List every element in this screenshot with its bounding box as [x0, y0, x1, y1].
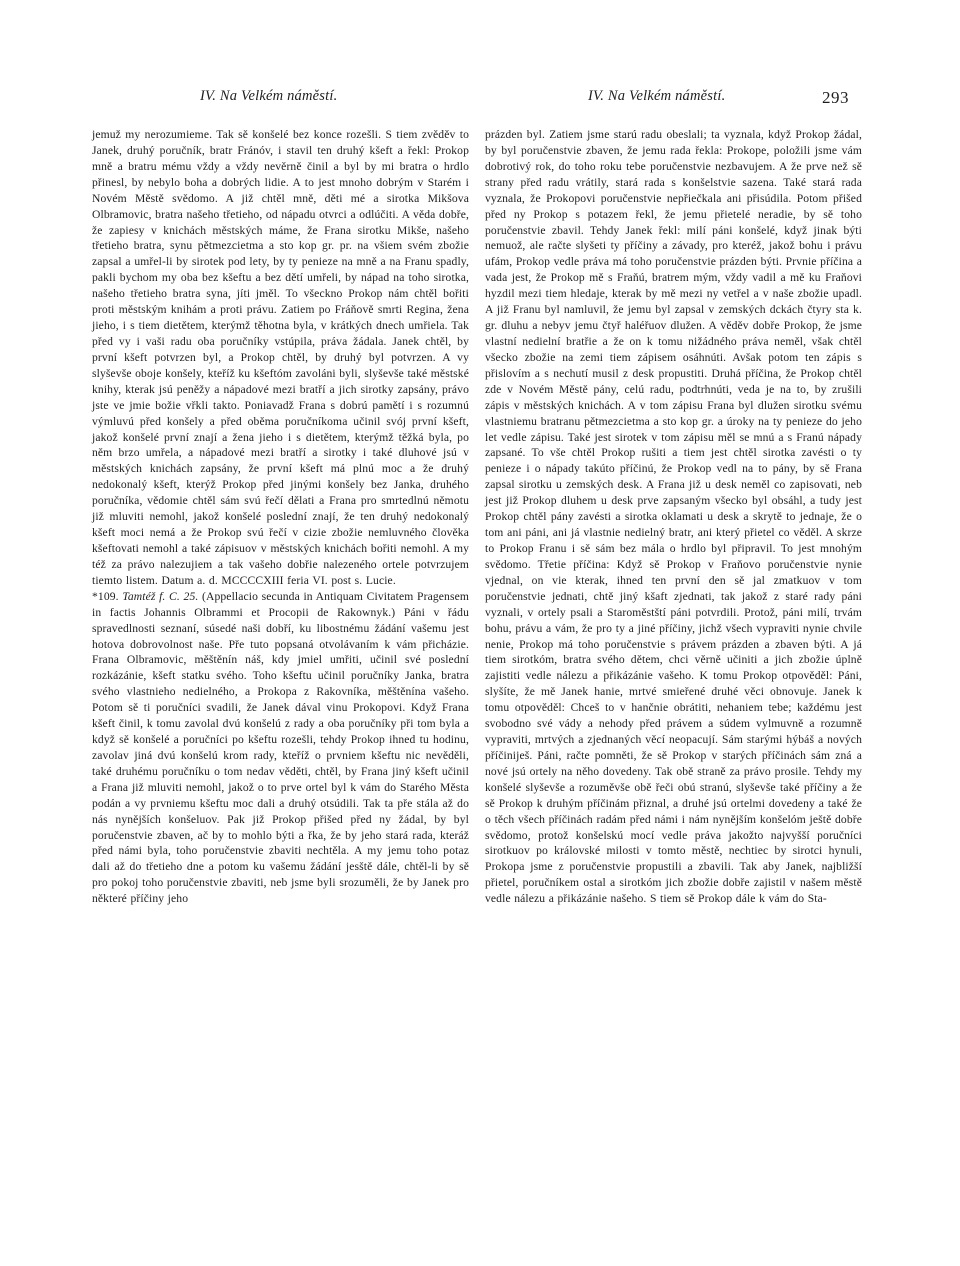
running-head-left: IV. Na Velkém náměstí.	[200, 88, 338, 104]
page-number: 293	[822, 88, 849, 107]
right-column	[485, 127, 862, 907]
entry-109-text: (Appellacio secunda in Antiquam Civitatem Pragensem in factis Johannis Olbrammi et Procopii de Rakownyk.) Páni v řádu spravedlnosti seznaní, súsedé naši dobří, ku libostnému žádání vašemu jest hotova dobrovolnost naše. Pře tuto popsaná otvolávaním k vám přicházie. Frana Olbramovic, měštěnín náš, kdy jmiel umřiti, učinil své poslední rozkázánie, kšeft statku svého. Toho kšeftu učinil poručníky Janka, bratra svého vlastnieho nedielného, a Prokopa z Rakovníka, měštěnína vašeho. Potom sě ti poručníci svadili, že Janek dával vinu Prokopovi. Když Frana kšeft činil, k tomu zavolal dvú konšelú z rady a oba poručníky při tom byla a když sě konšelé a poručníci po kšeftu rozešli, tehdy Prokop ihned tu hodinu, zavolav jiná dvú konšelú krom rady, kteříž o prvniem kšeftu nic nevěděli, také druhému poručníku o tom nedav věděti, chtěl, by Frana jiný kšeft učinil a Frana již mluviti nemohl, jakož o to prve ortel byl k vám do Starého Města podán a vy prvniemu kšeftu moc dali a druhý otsúdili. Tak ta pře stála až do nás nynějších konšeluov. Pak již Prokop přišed před ny žádal, by byl poručenstvie zbaven, ač by to mohlo býti a řka, že by jeho stará rada, kteráž před námi byla, toho poručenstvie zbaviti nechtěla. A my jemu toho potaz dali až do třetieho dne a potom ku vašemu žádání jesště dále, chtěl-li by sě pro pokoj toho poručenstvie zbaviti, neb jsme byli srozuměli, že by Janek pro některé příčiny jeho	[92, 589, 469, 906]
running-head-right: IV. Na Velkém náměstí.	[588, 88, 726, 104]
left-column-paragraph: jemuž my nerozumieme. Tak sě konšelé bez konce rozešli. S tiem zvěděv to Janek, druhý poručník, bratr Fránóv, i stavil ten druhý kšeft a řekl: Prokop mně a bratru mému vždy a vždy nevěrně činil a byl by mi bratra o hrdlo přinesl, by nebylo boha a dobrých lidie. A to jest mnoho dobrým v Starém i Novém Městě svědomo. A již chtěl mně, děti mé a sirotka Mikšova Olbramovic, bratra našeho třetieho, od nápadu otvrci a odlúčiti. A věda dobře, že zapiesy v knichách městských máme, že Frana sirotku Mikše, našeho třetieho bratra, synu pětmezcietma a sto kop gr. pr. na všiem svém zbožie zapsal a umřel-li by sirotek pod lety, by ty penieze na mně a na Franu spadly, pakli bychom my oba bez kšeftu a bez dětí umřeli, by nápad na toho sirotka, našeho třetieho bratra syna, jíti jměl. To všeckno Prokop nám chtěl bořiti proti městským knihám a proti právu. Zatiem po Fráňově smrti Regina, žena jieho, i s tiem dietětem, kterýmž těhotna byla, v krátkých dnech umřiela. Tak před vy i vaši radu oba poručníky vstúpila, práva žádala. Janek chtěl, by první kšeft potvrzen byl, a Prokop chtěl, by druhý byl potvrzen. A vy slyševše oboje konšely, kteříž ku kšeftóm zavoláni byli, slyševše také městské knihy, kterak jsú peněžy a nápadové mezi bratří a jich sirotky zapsány, právo jste ve jmie božie vřkli takto. Poniavadž Frana s dobrú pamětí i s rozumnú výmluvú před konšely a před oběma poručníkoma učinil svój první kšeft, jakož konšelé první znají a žena jieho i s dietětem, kterýmž těžká byla, po něm brzo umřela, a nápadové mezi bratří a sirotky i také dluhové jsú v městských knichách zapsány, že první kšeft má plnú moc a že druhý nedokonalý kšeft, kterýž Prokop před jinými konšely bez Janka, druhého poručníka, vědomie chtěl sám svú řečí dělati a Frana pro smrtedlnú němotu již mluviti nemohl, jakož konšelé poslední znají, že ten druhý nedokonalý kšeft moci nemá a že Prokop svú řečí v cizie zbožie nemluvného člověka kšeftovati nemohl a také zápisuov v městských knichách bořiti nemohl. A my též za právo nalezujiem a tak vašeho dobřie nalezeného ortele potvrzujem tiemto listem. Datum a. d. MCCCCXIII feria VI. post s. Lucie.	[92, 128, 469, 587]
right-column-paragraph: prázden byl. Zatiem jsme starú radu obeslali; ta vyznala, když Prokop žádal, by byl poručenstvie zbaven, že jemu rada řekla: Prokope, položili jsme vám dobrotivý rok, do toho roku tebe poručenstvie nezbavujem. A že prve než sě strany před radu vrátily, stará rada s konšelstvie sazena. Také stará rada vyznala, že Prokopovi poručenstvie nepřiečkala ani přisúdila. Potom přišed před ny Prokop s potazem řekl, že jemu přietelé neradie, by sě toho poručenstvie zbavil. Tehdy Janek řekl: milí páni konšelé, když jinak býti nemuož, ale račte slyšeti ty příčiny a závady, pro kteréž, jakož bohu i právu ufám, Prokop vedle práva má toho poručenstvie prázden býti. Prvnie příčina a vada jest, že Prokop mě s Fraňú, bratrem mým, vždy vadil a mě ku Fraňovi hyzdil mezi tiem hledaje, kterak by mě mezi ny vetřel a v naše zbožie upadl. A již Franu byl namluvil, že jemu byl zapsal v zemských dckách čtyry sta k. gr. dluhu a nebyv jemu čtyř haléřuov dlužen. A věděv dobře Prokop, že jsme vlastní nedielní bratřie a že on k tomu nižádného práva neměl, však chtěl všecko zbožie na zemi tiem zápisem osáhnúti. Avšak potom ten zápis s přislovím a s nechutí musil z desk propustiti. Druhá příčina, že Prokop chtěl zde v Novém Městě pány, celú radu, podtrhnúti, veda je na to, by zrušili zápis v městských knichách. A v tom zápisu Frana byl dlužen sirotku svému vlastniemu bratranu pětmezcietma a sto kop gr. a úroky na ty penieze do jeho let vedle zápisu. Také jest sirotek v tom zápisu měl se mnú a s Franú nápady zapsané. To vše chtěl Prokop rušiti a tiem jest chtěl sirotka zavésti o ty penieze i o nápady takúto příčinú, že Prokop vedl na to pány, by sě Frana zapsal sirotku u zemských desk. A Frana již u desk neměl co zapisovati, neb jest již Prokop dluhem u desk prve zapsaným všecko byl obsáhl, a tudy jest Prokop chtěl pány zavésti a sirotka oklamati u desk a skrytě to jednaje, že o tom ani páni, ani já vlastnie nedielný bratr, ani který přietel co věděl. A skrze to Prokop Franu i sě sám bez mála o hrdlo byl připravil. To jest mnohým svědomo. Třetie příčina: Když sě Prokop v Fraňovo poručenstvie nynie vjednal, on vie kterak, ihned ten první den sě jal zmatkuov v tom poručenstvie jednati, chtě jiný kšaft zjednati, tak jakož z staré rady páni vyznali, v ortely psali a Staroměstští páni potvrdili. Protož, páni milí, trvám bohu, právu a vám, že pro ty a jiné příčiny, jichž všech vypraviti nynie chvile nenie, Prokop má toho poručenstvie s právem prázden a zbaven býti. A já tiem sirotkóm, bratra svého dětem, chci věrně učiniti a jich zbožie úplně zajistiti vedle nálezu a přikázánie vašeho. K tomu Prokop otpověděl: Páni, slyšíte, že mě Janek hanie, mrtvé smieřené druhé věci obnovuje. Janek k tomu otpověděl: Chceš to v hančnie obrátiti, nehaniem tebe; každému jest svobodno své vády a nehody před právem a súdem vylmuvně a rozumně vypraviti, mrtvých a zjednaných věcí neopacují. Sám starými hýbáš a nových příčiniješ. Páni, račte pomněti, že sě Prokop v starých příčinách sám zná a nové jsú ortely na něho dovedeny. Tak obě straně za právo prosile. Tehdy my konšelé slyševše a rozuměvše obě řeči obú stranú, slyševše také příčiny a že sě Prokop k druhým příčinám přiznal, a druhé jsú ortelmi dovedeny a také že o těch všech příčinách radám před námi i nám nynějším konšelóm ještě dobře svědomo, protož konšelskú mocí vedle práva jakožto najvyšší poručníci sirotkuov po královské milosti v tomto městě, nechtiec by sirotci hynuli, Prokopa jsme z poručenstvie propustili a zbavili. Tak aby Janek, najbližší přietel, poručníkem ostal a sirotkóm jich zbožie dobře zajistil v našem městě vedle nálezu a přikázánie našeho. S tiem sě Prokop dále k vám do Sta-	[485, 128, 862, 906]
entry-citation: Tamtéž f. C. 25.	[122, 589, 199, 603]
entry-number: *109.	[92, 589, 119, 603]
page-header	[0, 88, 960, 112]
left-column	[92, 127, 469, 907]
entry-109-paragraph	[92, 589, 469, 907]
